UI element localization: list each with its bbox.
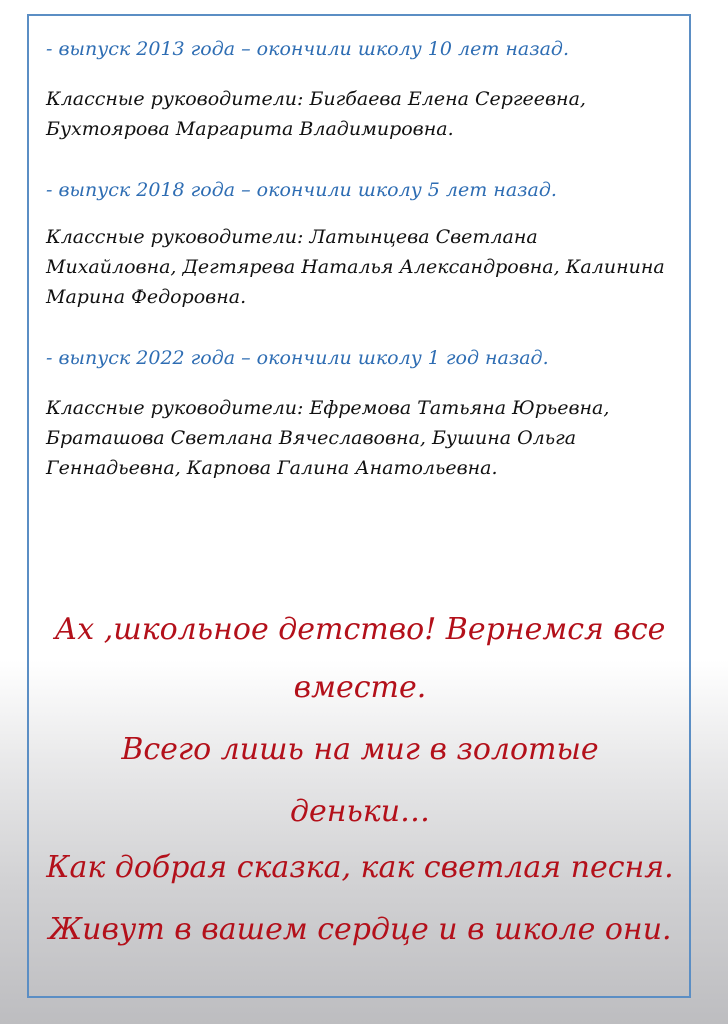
poem-line-1: Ах ,школьное детство! Вернемся все <box>54 612 666 647</box>
poem-line-5: Как добрая сказка, как светлая песня. <box>46 850 674 885</box>
graduation-2013-line: - выпуск 2013 года – окончили школу 10 лет назад. <box>46 38 570 60</box>
graduation-2022-line: - выпуск 2022 года – окончили школу 1 год назад. <box>46 347 549 369</box>
graduation-2013-teachers: Классные руководители: Бигбаева Елена Сергеевна, Бухтоярова Маргарита Владимировна. <box>46 88 586 140</box>
poem-line-6: Живут в вашем сердце и в школе они. <box>48 912 672 947</box>
graduation-2018-teachers: Классные руководители: Латынцева Светлана Михайловна, Дегтярева Наталья Александровна, Калинина Марина Федоровна. <box>46 226 665 308</box>
poem-line-3: Всего лишь на миг в золотые <box>121 732 599 767</box>
poem-line-4: деньки… <box>289 794 431 829</box>
poem-line-2: вместе. <box>293 670 427 705</box>
graduation-2018-line: - выпуск 2018 года – окончили школу 5 лет назад. <box>46 179 557 201</box>
graduation-2022-teachers: Классные руководители: Ефремова Татьяна Юрьевна, Браташова Светлана Вячеславовна, Бушина Ольга Геннадьевна, Карпова Галина Анатольевна. <box>46 397 610 479</box>
